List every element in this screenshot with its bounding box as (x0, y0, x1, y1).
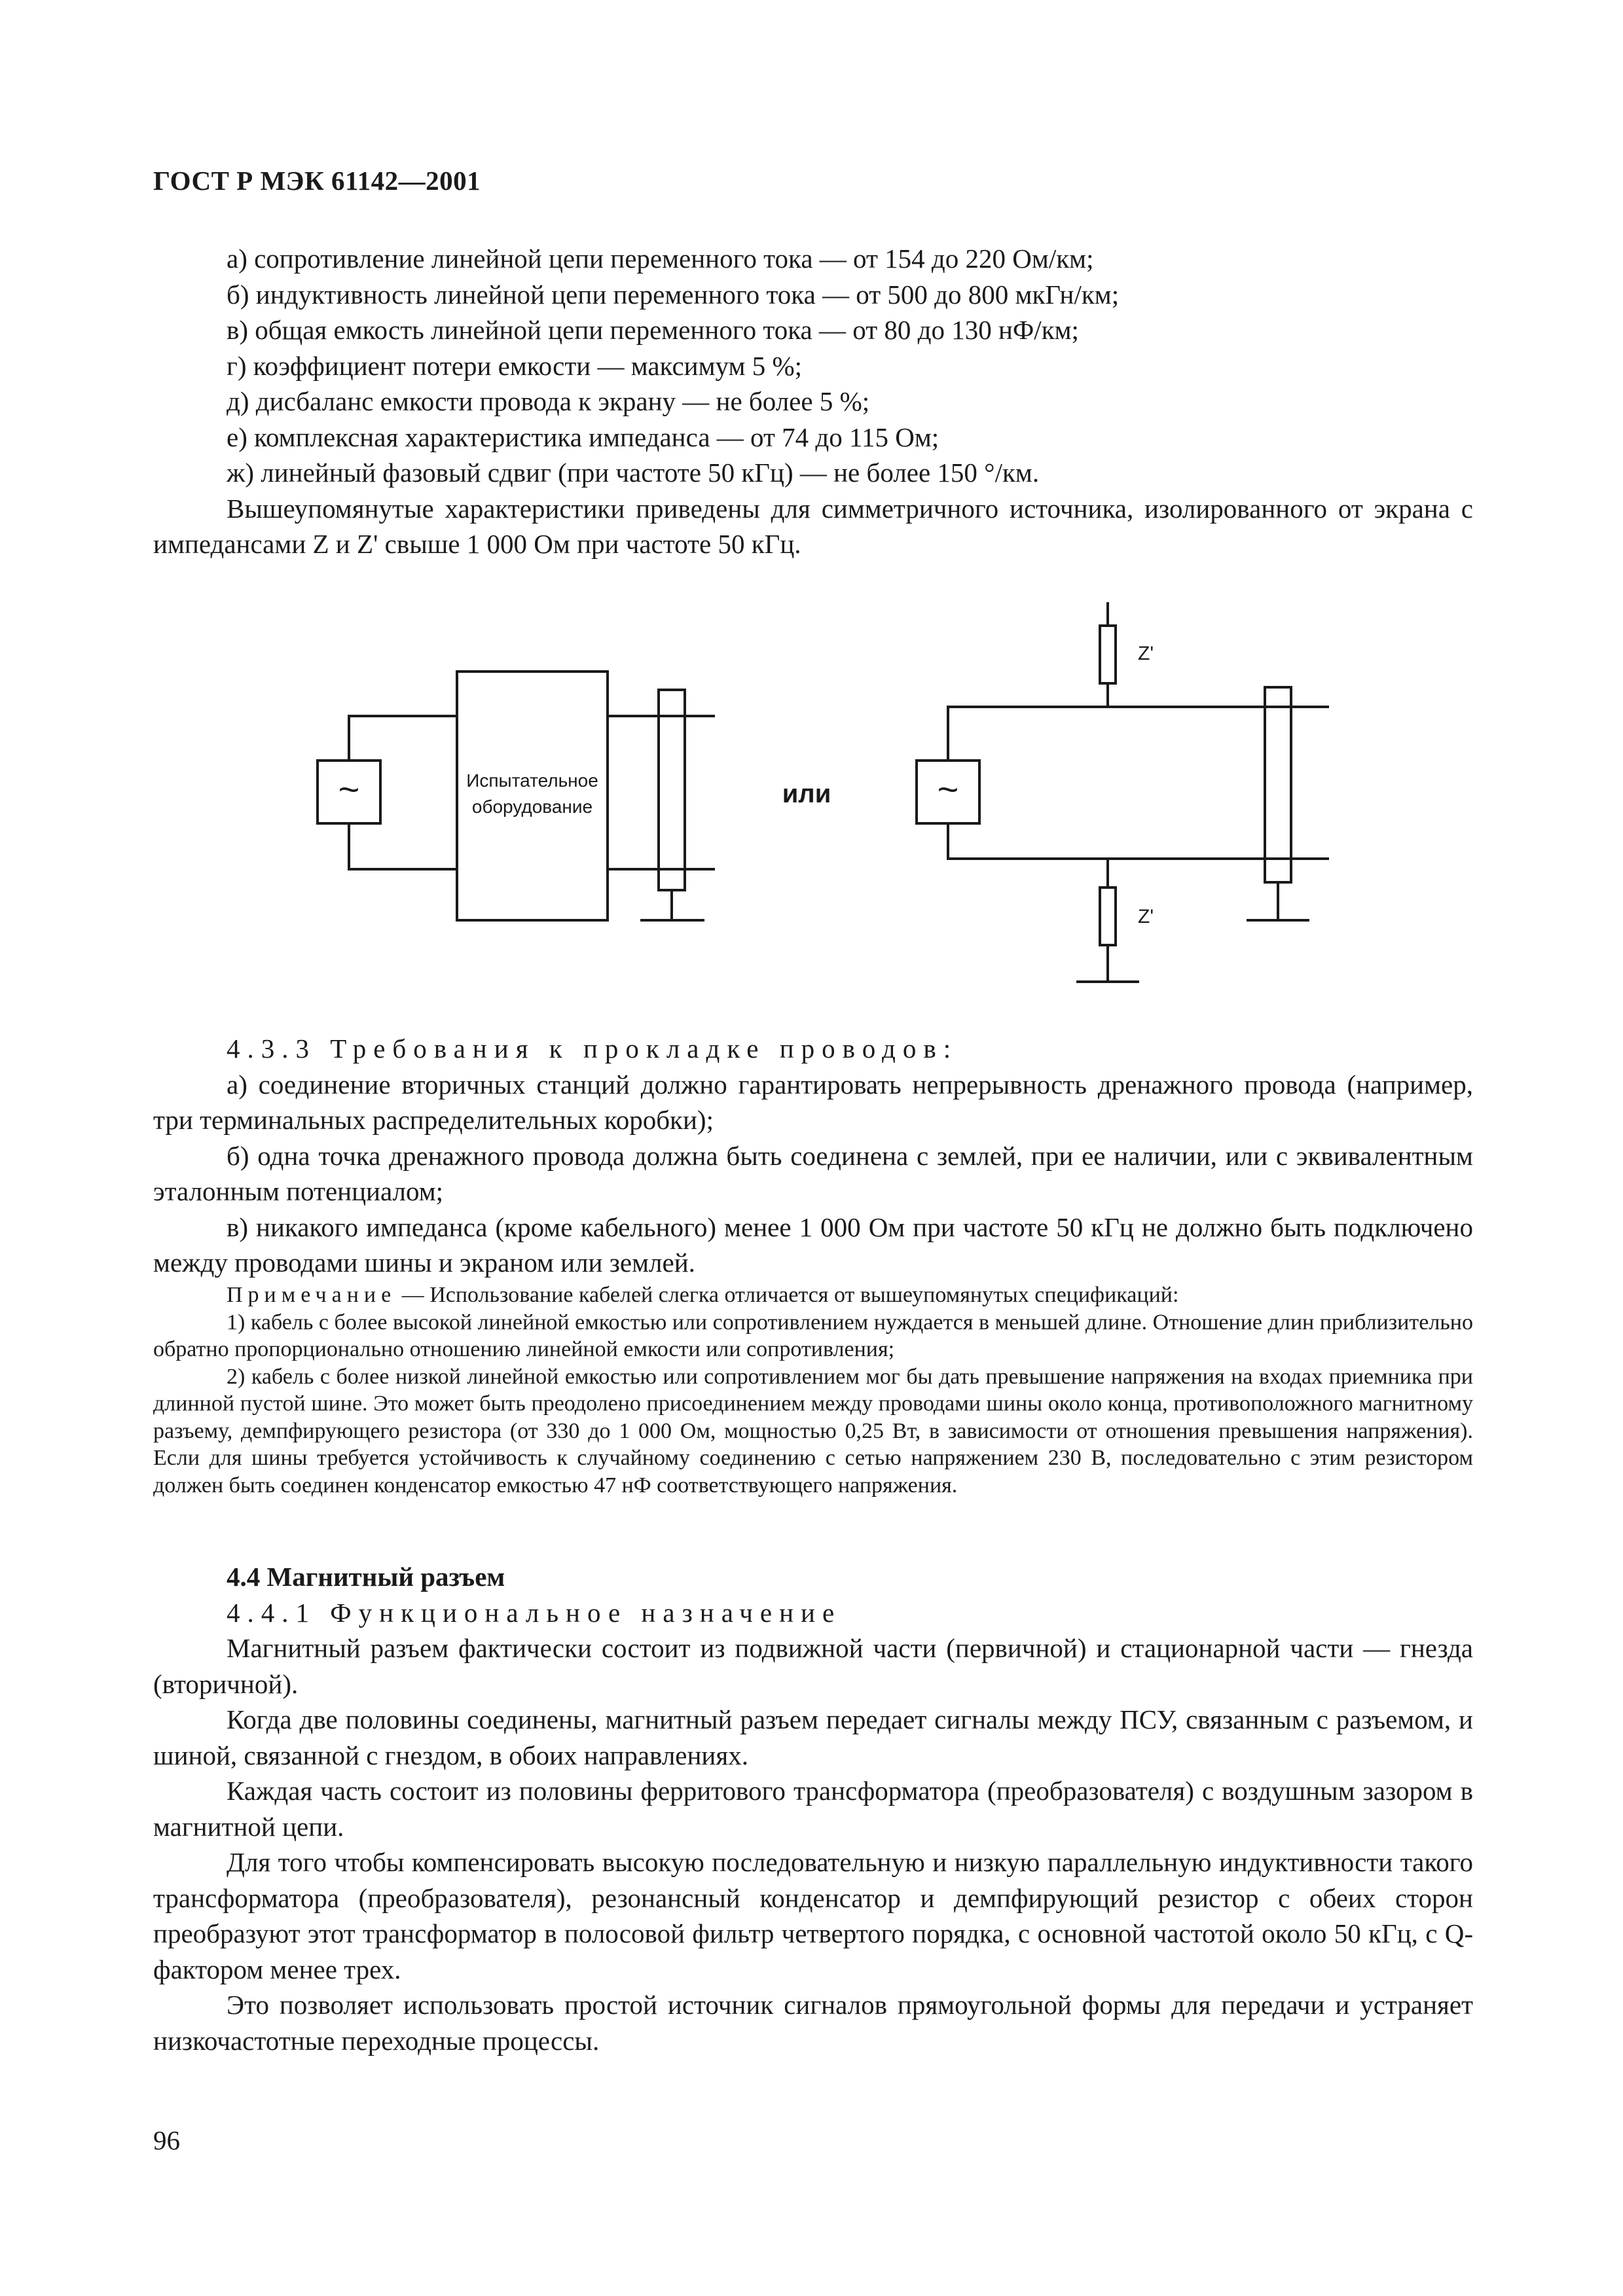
note-item: 1) кабель с более высокой линейной емкостью или сопротивлением нуждается в меньшей длине. Отношение длин приблизительно обратно пропорционально отношению линейной емкости или сопротивления; (153, 1310, 1473, 1361)
list-item: в) никакого импеданса (кроме кабельного) менее 1 000 Ом при частоте 50 кГц не должно быть подключено между проводами шины и экраном или землей. (153, 1211, 1473, 1278)
cable-shield-right (1265, 687, 1291, 882)
section-4-3-3 (153, 1031, 1473, 1281)
impedance-top (1100, 626, 1116, 683)
or-label: или (782, 780, 831, 808)
list-item: ж) линейный фазовый сдвиг (при частоте 50 кГц) — не более 150 °/км. (227, 457, 1040, 488)
subsection-heading: 4.4.1 Функциональное назначение (227, 1597, 842, 1628)
paragraph: Когда две половины соединены, магнитный разъем передает сигналы между ПСУ, связанным с разъемом, и шиной, связанной с гнездом, в обоих направлениях. (153, 1704, 1473, 1770)
paragraph: Каждая часть состоит из половины ферритового трансформатора (преобразователя) с воздушным зазором в магнитной цепи. (153, 1776, 1473, 1842)
cable-shield-left (659, 690, 685, 890)
paragraph: Это позволяет использовать простой источник сигналов прямоугольной формы для передачи и устраняет низкочастотные переходные процессы. (153, 1990, 1473, 2056)
list-item: в) общая емкость линейной цепи переменного тока — от 80 до 130 нФ/км; (227, 315, 1079, 345)
paragraph: Вышеупомянутые характеристики приведены для симметричного источника, изолированного от экрана с импедансами Z и Z' свыше 1 000 Ом при частоте 50 кГц. (153, 493, 1473, 559)
list-item: д) дисбаланс емкости провода к экрану — не более 5 %; (227, 386, 870, 416)
ac-source-symbol-left: ~ (338, 768, 360, 810)
section-heading: 4.4 Магнитный разъем (227, 1562, 505, 1592)
paragraph: Для того чтобы компенсировать высокую последовательную и низкую параллельную индуктивности такого трансформатора (преобразователя), резонансный конденсатор и демпфирующий резистор с обеих сторон преобразуют этот трансформатор в полосовой фильтр четвертого порядка, с основной частотой около 50 кГц, с Q-фактором менее трех. (153, 1847, 1473, 1984)
note-block (153, 1282, 1473, 1499)
impedance-label-top: Z' (1138, 643, 1154, 664)
document-header: ГОСТ Р МЭК 61142—2001 (153, 166, 481, 196)
list-item: б) индуктивность линейной цепи переменного тока — от 500 до 800 мкГн/км; (227, 279, 1120, 310)
note-label: Примечание (227, 1283, 397, 1307)
list-item: а) сопротивление линейной цепи переменного тока — от 154 до 220 Ом/км; (227, 243, 1094, 274)
paragraph: Магнитный разъем фактически состоит из подвижной части (первичной) и стационарной части — гнезда (вторичной). (153, 1633, 1473, 1699)
list-item: б) одна точка дренажного провода должна быть соединена с землей, при ее наличии, или с эквивалентным эталонным потенциалом; (153, 1140, 1473, 1206)
note-intro: — Использование кабелей слегка отличается от вышеупомянутых спецификаций: (396, 1283, 1179, 1307)
page-number: 96 (153, 2125, 180, 2155)
note-item: 2) кабель с более низкой линейной емкостью или сопротивлением мог бы дать превышение напряжения на входах приемника при длинной пустой шине. Это может быть преодолено присоединением между проводами шины около конца, противоположного магнитному разъему, демпфирующего резистора (от 330 до 1 000 Ом, мощностью 0,25 Вт, в зависимости от отношения превышения напряжения). Если для шины требуется устойчивость к случайному соединению с сетью напряжением 230 В, последовательно с этим резистором должен быть соединен конденсатор емкостью 47 нФ соответствующего напряжения. (153, 1364, 1473, 1498)
ac-source-symbol-right: ~ (937, 768, 959, 810)
impedance-bottom (1100, 888, 1116, 945)
box-label-line2: оборудование (471, 797, 593, 817)
box-label-line1: Испытательное (466, 770, 598, 791)
impedance-label-bottom: Z' (1138, 906, 1154, 927)
section-heading: 4.3.3 Требования к прокладке проводов: (227, 1033, 958, 1064)
list-item: а) соединение вторичных станций должно гарантировать непрерывность дренажного провода (например, три терминальных распределительных коробки); (153, 1069, 1473, 1135)
list-item: г) коэффициент потери емкости — максимум 5 %; (227, 350, 802, 381)
section-4-4 (153, 1559, 1473, 2058)
list-item: е) комплексная характеристика импеданса — от 74 до 115 Ом; (227, 422, 939, 452)
connection-diagram (0, 589, 1623, 1021)
test-equipment-box (457, 672, 608, 920)
characteristics-list (153, 241, 1473, 562)
